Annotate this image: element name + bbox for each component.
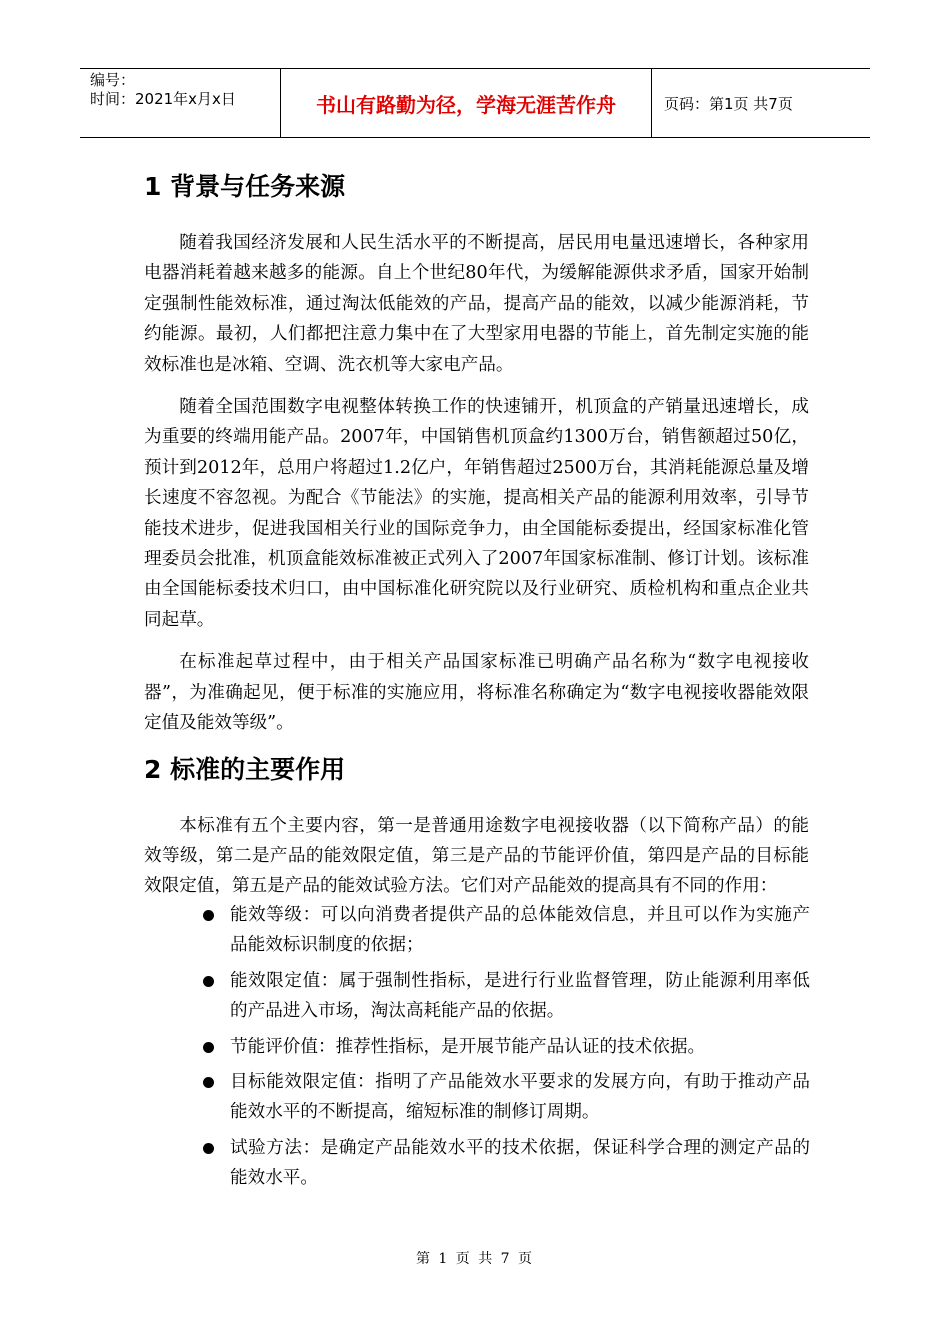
header-number-label: 编号： <box>90 71 136 89</box>
list-item <box>200 966 810 1027</box>
header-motto: 书山有路勤为径，学海无涯苦作舟 <box>280 69 652 137</box>
page-footer: 第 1 页 共 7 页 <box>415 1251 535 1267</box>
header-page-info: 页码：第1页 共7页 <box>664 94 793 113</box>
section-2-paragraph-1: 本标准有五个主要内容，第一是普通用途数字电视接收器（以下简称产品）的能效等级，第二是产品的能效限定值，第三是产品的节能评价值，第四是产品的目标能效限定值，第五是产品的能效试验方法。它们对产品能效的提高具有不同的作用： <box>144 815 809 897</box>
list-item-text: 能效等级：可以向消费者提供产品的总体能效信息，并且可以作为实施产品能效标识制度的依据； <box>230 905 810 956</box>
list-item <box>200 900 810 961</box>
header-meta <box>80 69 280 137</box>
section-2-title: 2 标准的主要作用 <box>144 754 346 784</box>
list-item <box>200 1032 810 1062</box>
section-1-paragraph-3: 在标准起草过程中，由于相关产品国家标准已明确产品名称为“数字电视接收器”，为准确起见，便于标准的实施应用，将标准名称确定为“数字电视接收器能效限定值及能效等级”。 <box>144 652 809 734</box>
bullet-icon <box>203 1143 214 1154</box>
document-body <box>144 168 809 914</box>
list-item-text: 节能评价值：推荐性指标，是开展节能产品认证的技术依据。 <box>230 1036 706 1057</box>
list-item-text: 目标能效限定值：指明了产品能效水平要求的发展方向，有助于推动产品能效水平的不断提高，缩短标准的制修订周期。 <box>230 1072 810 1123</box>
bullet-icon <box>203 976 214 987</box>
section-1-title: 1 背景与任务来源 <box>144 172 346 201</box>
list-item <box>200 1133 810 1194</box>
bullet-list <box>200 900 810 1199</box>
header-date-label: 时间：2021年x月x日 <box>90 90 236 108</box>
section-1-paragraph-2: 随着全国范围数字电视整体转换工作的快速铺开，机顶盒的产销量迅速增长，成为重要的终端用能产品。2007年，中国销售机顶盒约1300万台，销售额超过50亿，预计到2012年，总用户将超过1.2亿户，年销售超过2500万台，其消耗能源总量及增长速度不容忽视。为配合《节能法》的实施，提高相关产品的能源利用效率，引导节能技术进步，促进我国相关行业的国际竞争力，由全国能标委提出，经国家标准化管理委员会批准，机顶盒能效标准被正式列入了2007年国家标准制、修订计划。该标准由全国能标委技术归口，由中国标准化研究院以及行业研究、质检机构和重点企业共同起草。 <box>144 397 809 630</box>
list-item-text: 能效限定值：属于强制性指标，是进行行业监督管理，防止能源利用率低的产品进入市场，淘汰高耗能产品的依据。 <box>230 970 810 1022</box>
list-item <box>200 1067 810 1128</box>
page-header <box>80 68 870 138</box>
bullet-icon <box>203 910 214 921</box>
section-1-paragraph-1: 随着我国经济发展和人民生活水平的不断提高，居民用电量迅速增长，各种家用电器消耗着越来越多的能源。自上个世纪80年代，为缓解能源供求矛盾，国家开始制定强制性能效标准，通过淘汰低能效的产品，提高产品的能效，以减少能源消耗，节约能源。最初，人们都把注意力集中在了大型家用电器的节能上，首先制定实施的能效标准也是冰箱、空调、洗衣机等大家电产品。 <box>144 233 809 375</box>
list-item-text: 试验方法：是确定产品能效水平的技术依据，保证科学合理的测定产品的能效水平。 <box>230 1137 810 1189</box>
bullet-icon <box>203 1077 214 1088</box>
bullet-icon <box>203 1042 214 1053</box>
